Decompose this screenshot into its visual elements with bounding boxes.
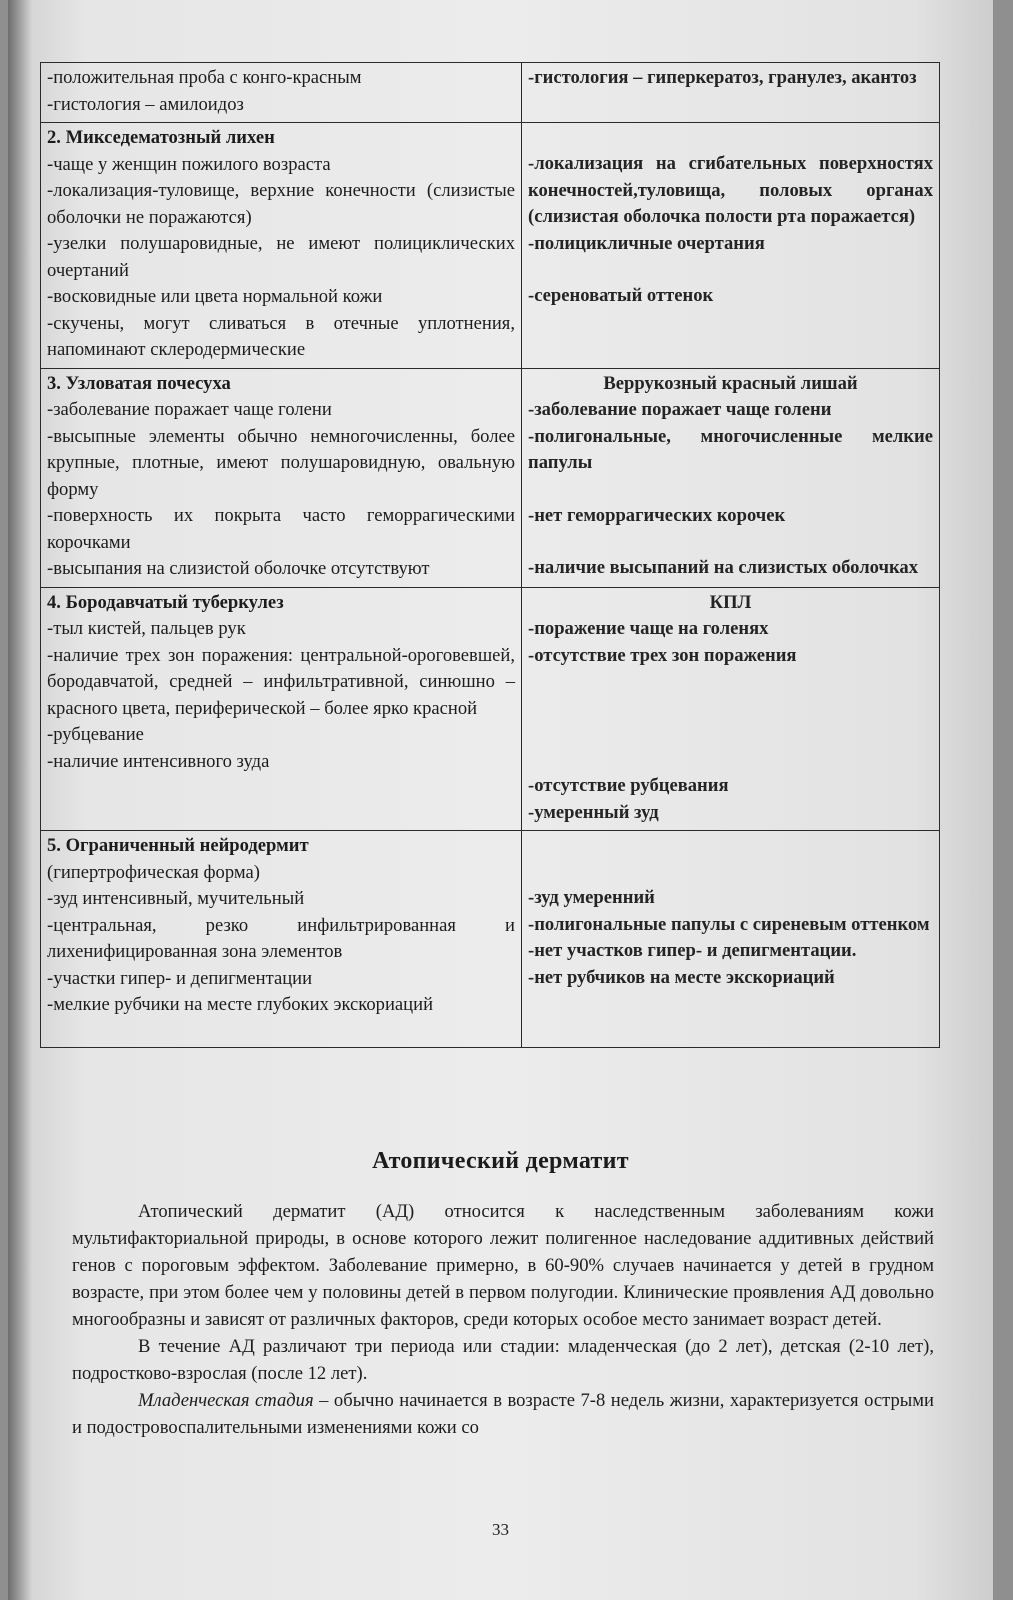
cell-line: -наличие высыпаний на слизистых оболочках: [528, 557, 918, 578]
cell-line: -наличие интенсивного зуда: [47, 750, 270, 772]
cell-line: -нет геморрагических корочек: [528, 504, 786, 526]
cell-line: -высыпания на слизистой оболочке отсутствуют: [47, 558, 430, 579]
cell-line: -мелкие рубчики на месте глубоких экскориаций: [47, 994, 434, 1015]
paragraph: [72, 1387, 934, 1441]
cell-line: -положительная проба с конго-красным: [47, 67, 362, 88]
page-number: 33: [492, 1520, 509, 1539]
cell-line: -гистология – амилоидоз: [47, 93, 244, 115]
table-cell-right: [522, 63, 940, 123]
row-heading: 4. Бородавчатый туберкулез: [47, 591, 284, 613]
cell-line: -полигональные, многочисленные мелкие папулы: [528, 425, 933, 473]
spacer: [528, 125, 933, 151]
table-cell-left: [41, 831, 522, 1048]
table-cell-left: [41, 63, 522, 123]
cell-line: -локализация-туловище, верхние конечности (слизистые оболочки не поражаются): [47, 180, 515, 228]
spacer: [528, 669, 933, 721]
spacer: [528, 721, 933, 773]
cell-line: -сереноватый оттенок: [528, 285, 714, 306]
table-row: [41, 63, 940, 123]
cell-line: -тыл кистей, пальцев рук: [47, 618, 246, 639]
cell-line: -поражение чаще на голенях: [528, 618, 769, 639]
paragraph: В течение АД различают три периода или стадии: младенческая (до 2 лет), детская (2-10 лет), подростково-взрослая (после 12 лет).: [72, 1336, 934, 1384]
cell-line: (гипертрофическая форма): [47, 861, 260, 883]
paragraph-text: – обычно начинается в возрасте 7-8 недель жизни, характеризуется острыми и подостровоспалительными изменениями кожи со: [72, 1390, 934, 1438]
table-row: [41, 123, 940, 369]
cell-line: -отсутствие рубцевания: [528, 775, 729, 796]
table-cell-left: [41, 368, 522, 587]
table-cell-left: [41, 123, 522, 369]
differential-diagnosis-table: [40, 62, 940, 1048]
spacer: [528, 529, 933, 555]
cell-line: -зуд интенсивный, мучительный: [47, 888, 305, 909]
cell-line: -участки гипер- и депигментации: [47, 967, 313, 989]
book-page: [8, 0, 993, 1600]
cell-line: -заболевание поражает чаще голени: [528, 399, 832, 420]
cell-line: -наличие трех зон поражения: центральной-ороговевшей, бородавчатой, средней – инфильтративной, синюшно – красного цвета, периферической – более ярко красной: [47, 644, 515, 719]
cell-line: -зуд умеренний: [528, 887, 655, 908]
row-heading: 2. Микседематозный лихен: [47, 127, 275, 148]
cell-line: -чаще у женщин пожилого возраста: [47, 153, 331, 175]
table-cell-right: [522, 587, 940, 831]
table-row: [41, 831, 940, 1048]
table-cell-left: [41, 587, 522, 831]
spacer: [528, 477, 933, 503]
page-shadow: [8, 0, 32, 1600]
emphasis-term: Младенческая стадия: [138, 1390, 314, 1411]
spacer: [528, 833, 933, 885]
cell-line: -заболевание поражает чаще голени: [47, 399, 332, 420]
cell-line: -центральная, резко инфильтрированная и лихенифицированная зона элементов: [47, 914, 515, 962]
cell-line: -скучены, могут сливаться в отечные уплотнения, напоминают склеродермические: [47, 312, 515, 360]
paragraph: Атопический дерматит (АД) относится к наследственным заболеваниям кожи мультифакториальной природы, в основе которого лежит полигенное наследование аддитивных действий генов с пороговым эффектом. Заболевание примерно, в 60-90% случаев начинается у детей в грудном возрасте, при этом более чем у половины детей в первом полугодии. Клинические проявления АД довольно многообразны и зависят от различных факторов, среди которых особое место занимает возраст детей.: [72, 1201, 934, 1330]
cell-line: -поверхность их покрыта часто геморрагическими корочками: [47, 505, 515, 553]
table-cell-right: [522, 831, 940, 1048]
cell-line: -гистология – гиперкератоз, гранулез, акантоз: [528, 67, 917, 88]
section-title: Атопический дерматит: [372, 1148, 629, 1174]
cell-line: -полигональные папулы с сиреневым оттенком: [528, 913, 930, 935]
cell-line: -высыпные элементы обычно немногочисленны, более крупные, плотные, имеют полушаровидную, овальную форму: [47, 425, 515, 500]
cell-line: -рубцевание: [47, 724, 144, 745]
section-body: [72, 1198, 934, 1441]
row-heading: 3. Узловатая почесуха: [47, 372, 231, 394]
table-cell-right: [522, 368, 940, 587]
cell-line: -нет участков гипер- и депигментации.: [528, 940, 857, 961]
cell-line: -узелки полушаровидные, не имеют полициклических очертаний: [47, 233, 515, 281]
cell-line: -восковидные или цвета нормальной кожи: [47, 286, 383, 307]
row-heading: КПЛ: [709, 591, 752, 613]
cell-line: -нет рубчиков на месте экскориаций: [528, 966, 835, 988]
cell-line: -умеренный зуд: [528, 801, 659, 823]
spacer: [528, 257, 933, 283]
cell-line: -отсутствие трех зон поражения: [528, 644, 797, 666]
table-cell-right: [522, 123, 940, 369]
row-heading: Веррукозный красный лишай: [603, 372, 858, 394]
table-row: [41, 368, 940, 587]
cell-line: -полицикличные очертания: [528, 232, 765, 254]
cell-line: -локализация на сгибательных поверхностях конечностей,туловища, половых органах (слизистая оболочка полости рта поражается): [528, 153, 933, 227]
table-row: [41, 587, 940, 831]
row-heading: 5. Ограниченный нейродермит: [47, 835, 309, 856]
